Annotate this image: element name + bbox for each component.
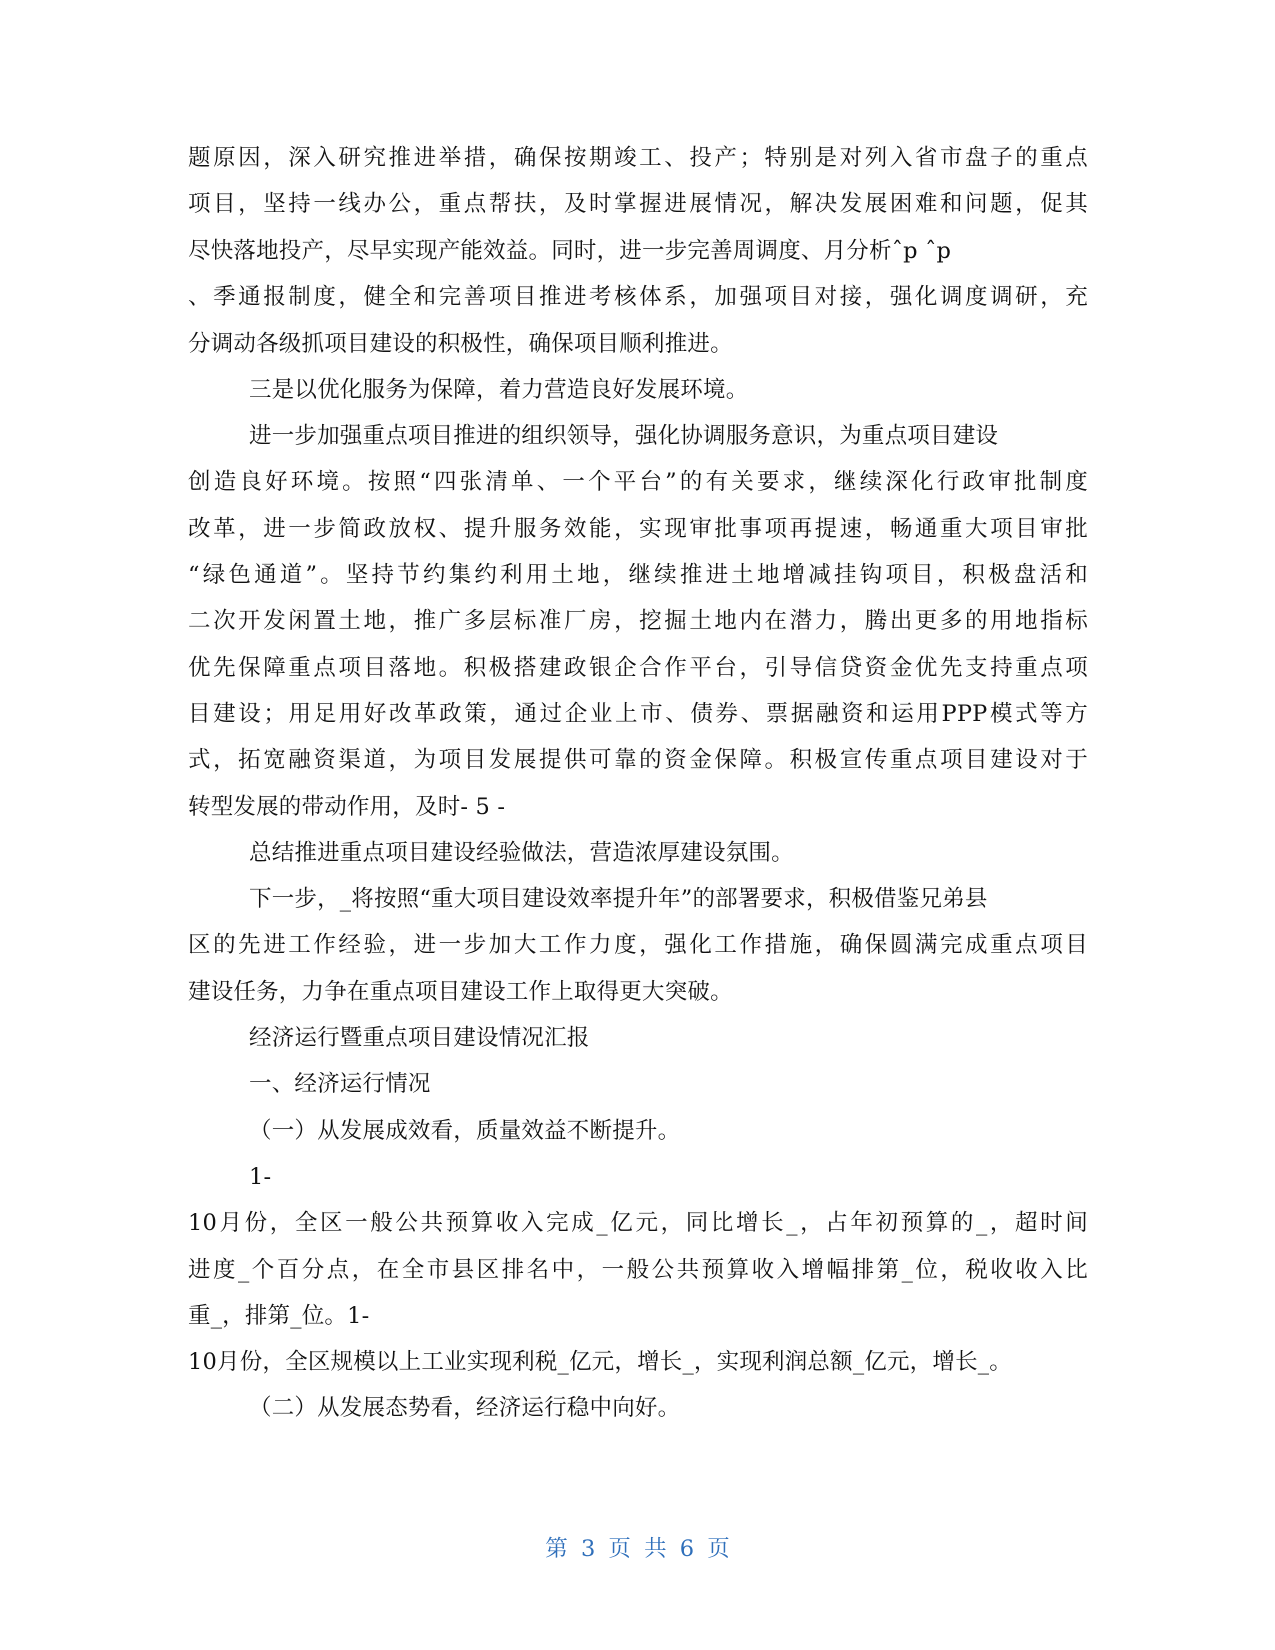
- page-footer: 第 3 页 共 6 页: [545, 1536, 730, 1562]
- paragraph-line: 重_，排第_位。1-: [188, 1303, 370, 1329]
- report-title: 经济运行暨重点项目建设情况汇报: [249, 1025, 590, 1051]
- paragraph-line: 建设任务，力争在重点项目建设工作上取得更大突破。: [188, 979, 733, 1005]
- paragraph-line: 创造良好环境。按照“四张清单、一个平台”的有关要求，继续深化行政审批制度: [188, 469, 1088, 495]
- paragraph-line: 、季通报制度，健全和完善项目推进考核体系，加强项目对接，强化调度调研，充: [188, 284, 1088, 310]
- paragraph-line: 式，拓宽融资渠道，为项目发展提供可靠的资金保障。积极宣传重点项目建设对于: [188, 747, 1088, 773]
- paragraph-line: 下一步，_将按照“重大项目建设效率提升年”的部署要求，积极借鉴兄弟县: [249, 886, 988, 912]
- section-heading: 三是以优化服务为保障，着力营造良好发展环境。: [249, 377, 749, 403]
- paragraph-line: 优先保障重点项目落地。积极搭建政银企合作平台，引导信贷资金优先支持重点项: [188, 655, 1088, 681]
- paragraph-line: 10月份，全区规模以上工业实现利税_亿元，增长_，实现利润总额_亿元，增长_。: [188, 1349, 1012, 1375]
- paragraph-line: 进度_个百分点，在全市县区排名中，一般公共预算收入增幅排第_位，税收收入比: [188, 1257, 1088, 1283]
- paragraph-line: 转型发展的带动作用，及时- 5 -: [188, 794, 506, 820]
- paragraph-line: 1-: [249, 1164, 272, 1190]
- paragraph-line: 区的先进工作经验，进一步加大工作力度，强化工作措施，确保圆满完成重点项目: [188, 932, 1088, 958]
- paragraph-line: 10月份，全区一般公共预算收入完成_亿元，同比增长_，占年初预算的_，超时间: [188, 1210, 1088, 1236]
- paragraph-line: 进一步加强重点项目推进的组织领导，强化协调服务意识，为重点项目建设: [249, 423, 999, 449]
- subsection-heading: （一）从发展成效看，质量效益不断提升。: [249, 1118, 681, 1144]
- subsection-heading: （二）从发展态势看，经济运行稳中向好。: [249, 1395, 681, 1421]
- paragraph-line: 改革，进一步简政放权、提升服务效能，实现审批事项再提速，畅通重大项目审批: [188, 516, 1088, 542]
- paragraph-line: 尽快落地投产，尽早实现产能效益。同时，进一步完善周调度、月分析ˆp ˆp: [188, 238, 952, 264]
- paragraph-line: 二次开发闲置土地，推广多层标准厂房，挖掘土地内在潜力，腾出更多的用地指标: [188, 608, 1088, 634]
- paragraph-line: 题原因，深入研究推进举措，确保按期竣工、投产；特别是对列入省市盘子的重点: [188, 145, 1088, 171]
- paragraph-line: 项目，坚持一线办公，重点帮扶，及时掌握进展情况，解决发展困难和问题，促其: [188, 191, 1088, 217]
- section-heading: 一、经济运行情况: [249, 1071, 431, 1097]
- paragraph-line: “绿色通道”。坚持节约集约利用土地，继续推进土地增减挂钩项目，积极盘活和: [188, 562, 1088, 588]
- paragraph-line: 分调动各级抓项目建设的积极性，确保项目顺利推进。: [188, 331, 733, 357]
- paragraph-line: 总结推进重点项目建设经验做法，营造浓厚建设氛围。: [249, 840, 794, 866]
- paragraph-line: 目建设；用足用好改革政策，通过企业上市、债券、票据融资和运用PPP模式等方: [188, 701, 1088, 727]
